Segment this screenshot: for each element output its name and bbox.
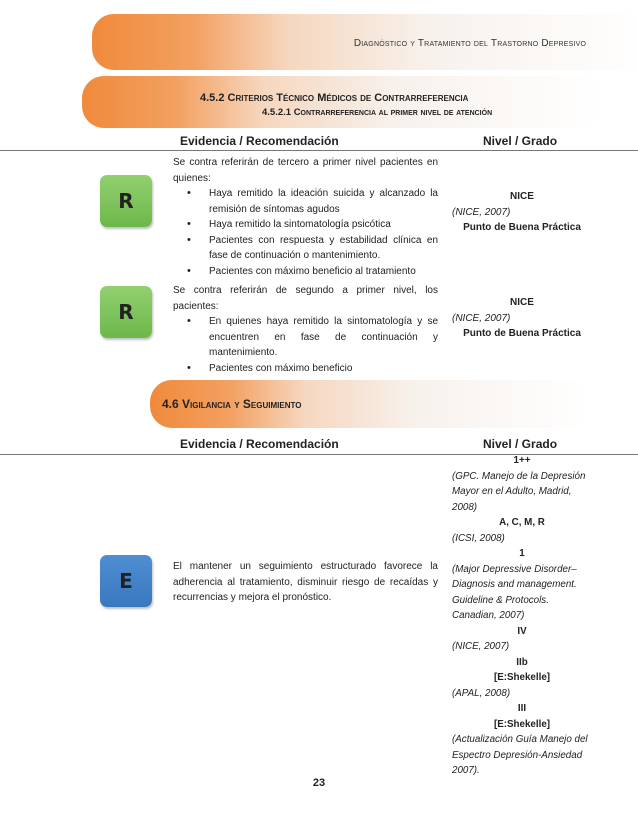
section-4521-subtitle: 4.5.2.1 Contrarreferencia al primer nivel de atención	[262, 107, 493, 118]
column-header-grade: Nivel / Grado	[483, 134, 558, 148]
grade-level: NICE	[510, 297, 534, 308]
grade-reference: (Actualización Guía Manejo del Espectro Depresión-Ansiedad 2007).	[452, 734, 588, 776]
page-number: 23	[312, 777, 326, 789]
grade-cell	[452, 453, 592, 779]
grade-level: 1++	[513, 455, 531, 466]
grade-reference: (NICE, 2007)	[452, 206, 511, 218]
grade-reference: (GPC. Manejo de la Depresión Mayor en el Adulto, Madrid, 2008)	[452, 470, 586, 513]
grade-level: III	[517, 703, 527, 714]
grade-cell	[452, 189, 592, 236]
grade-cell	[452, 295, 592, 342]
section-46-title: 4.6 Vigilancia y Seguimiento	[162, 397, 302, 411]
grade-reference: (Major Depressive Disorder–Diagnosis and management. Guideline & Protocols. Canadian, 2007)	[452, 563, 577, 621]
grade-reference: (NICE, 2007)	[452, 312, 511, 324]
table-divider	[0, 150, 638, 151]
list-item: • Pacientes con máximo beneficio al tratamiento	[209, 264, 438, 280]
recommendation-badge: R	[100, 286, 152, 338]
grade-level: IIb	[516, 656, 528, 668]
grade-reference: (APAL, 2008)	[452, 687, 511, 699]
grade-reference: (NICE, 2007)	[452, 641, 510, 652]
grade-note: Punto de Buena Práctica	[463, 222, 581, 233]
section-452-title: 4.5.2 Criterios Técnico Médicos de Contrarreferencia	[200, 92, 469, 104]
list-item: • Pacientes con respuesta y estabilidad clínica en fase de continuación o mantenimiento.	[209, 233, 438, 264]
recommendation-badge: R	[100, 175, 152, 227]
column-header-evidence: Evidencia / Recomendación	[180, 134, 339, 148]
list-item: • Pacientes con máximo beneficio	[209, 361, 438, 377]
grade-scale: [E:Shekelle]	[493, 672, 551, 683]
list-item: • Haya remitido la ideación suicida y alcanzado la remisión de síntomas agudos	[209, 186, 438, 217]
grade-level: 1	[519, 548, 525, 559]
grade-reference: (ICSI, 2008)	[452, 532, 505, 544]
row-intro: Se contra referirán de segundo a primer nivel, los pacientes:	[173, 285, 438, 312]
running-header-title: Diagnóstico y Tratamiento del Trastorno Depresivo	[353, 38, 587, 49]
grade-level: A, C, M, R	[499, 517, 545, 528]
list-item: • En quienes haya remitido la sintomatología y se encuentren en fase de continuación y mantenimiento.	[209, 314, 438, 361]
column-header-evidence: Evidencia / Recomendación	[180, 437, 339, 451]
grade-scale: [E:Shekelle]	[493, 718, 551, 730]
column-header-grade: Nivel / Grado	[483, 437, 558, 451]
table-row	[173, 155, 438, 279]
row-intro: Se contra referirán de tercero a primer nivel pacientes en quienes:	[173, 157, 438, 184]
grade-note: Punto de Buena Práctica	[463, 328, 581, 339]
list-item: • Haya remitido la sintomatología psicótica	[209, 217, 438, 233]
evidence-text: El mantener un seguimiento estructurado favorece la adherencia al tratamiento, disminuir riesgo de recaídas y recurrencias y mejora el pronóstico.	[173, 561, 438, 603]
grade-level: IV	[517, 625, 527, 637]
evidence-badge: E	[100, 555, 152, 607]
grade-level: NICE	[510, 191, 534, 202]
table-row	[173, 283, 438, 376]
